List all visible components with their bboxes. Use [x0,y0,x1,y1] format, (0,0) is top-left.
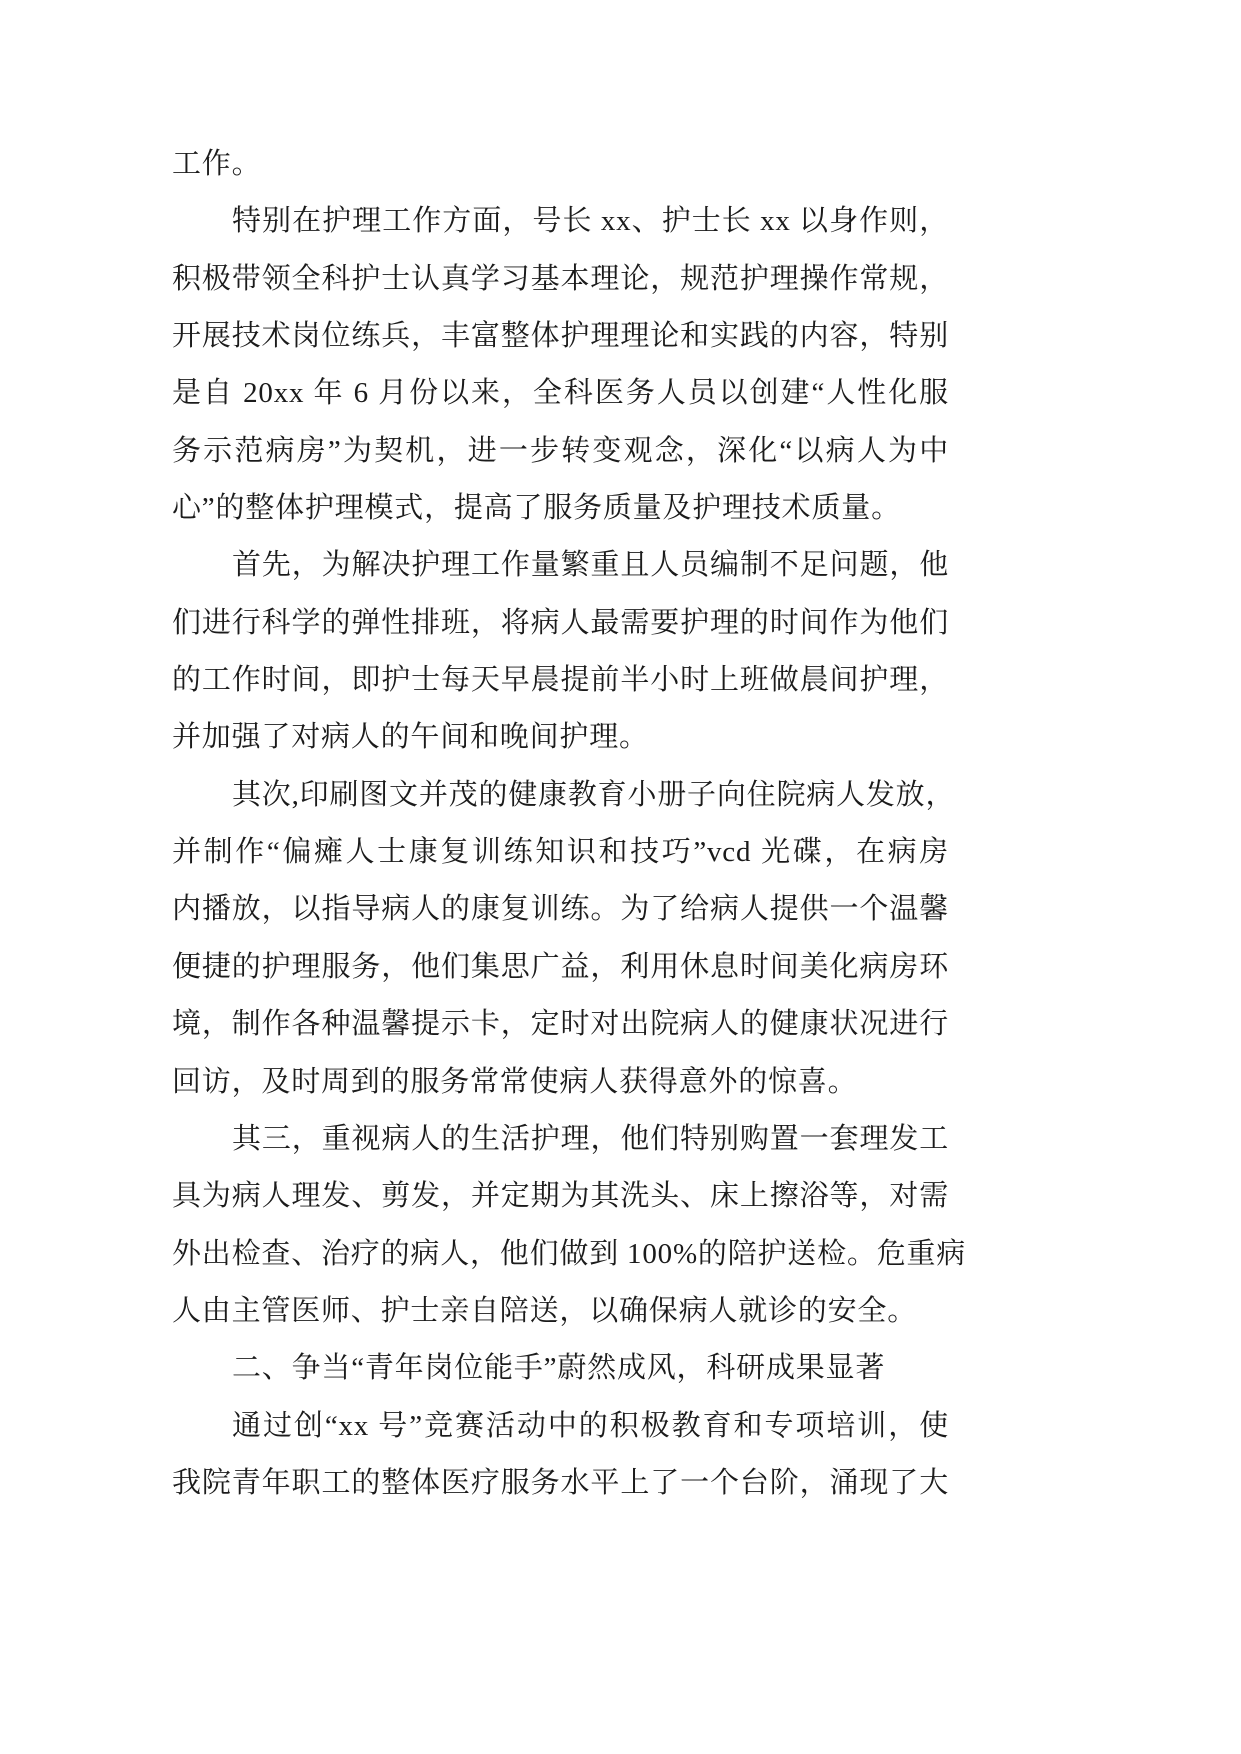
text-line: 其三，重视病人的生活护理，他们特别购置一套理发工 [232,1122,949,1155]
text-line: 工作。 [172,148,262,180]
paragraph [172,1111,967,1340]
text-line: 特别在护理工作方面，号长 xx、护士长 xx 以身作则， [232,205,949,238]
text-line: 具为病人理发、剪发，并定期为其洗头、床上擦浴等，对需 [172,1180,949,1213]
text-line: 积极带领全科护士认真学习基本理论，规范护理操作常规， [172,262,949,295]
paragraph [172,193,949,537]
text-line: 我院青年职工的整体医疗服务水平上了一个台阶，涌现了大 [172,1466,949,1499]
text-line: 回访，及时周到的服务常常使病人获得意外的惊喜。 [172,1065,858,1098]
text-line: 外出检查、治疗的病人，他们做到 100%的陪护送检。危重病 [172,1237,967,1270]
text-line: 开展技术岗位练兵，丰富整体护理理论和实践的内容，特别 [172,320,949,353]
text-line: 境，制作各种温馨提示卡，定时对出院病人的健康状况进行 [172,1008,949,1041]
paragraph [172,767,956,1111]
text-line: 心”的整体护理模式，提高了服务质量及护理技术质量。 [172,492,901,525]
paragraph [172,537,949,766]
text-line: 是自 20xx 年 6 月份以来，全科医务人员以创建“人性化服 [172,377,949,410]
text-line: 务示范病房”为契机，进一步转变观念，深化“以病人为中 [172,434,949,467]
text-line: 并制作“偏瘫人士康复训练知识和技巧”vcd 光碟，在病房 [172,836,949,869]
text-line: 便捷的护理服务，他们集思广益，利用休息时间美化病房环 [172,950,949,983]
text-line: 们进行科学的弹性排班，将病人最需要护理的时间作为他们 [172,606,949,639]
text-line: 内播放，以指导病人的康复训练。为了给病人提供一个温馨 [172,893,949,926]
paragraph [172,1398,949,1513]
text-line: 人由主管医师、护士亲自陪送，以确保病人就诊的安全。 [172,1294,918,1327]
text-line: 其次,印刷图文并茂的健康教育小册子向住院病人发放， [232,778,956,811]
document-body [172,136,967,1512]
text-line: 的工作时间，即护士每天早晨提前半小时上班做晨间护理， [172,664,949,697]
paragraph [172,136,949,193]
text-line: 通过创“xx 号”竞赛活动中的积极教育和专项培训，使 [232,1409,949,1442]
heading-line: 二、争当“青年岗位能手”蔚然成风，科研成果显著 [232,1352,886,1385]
text-line: 首先，为解决护理工作量繁重且人员编制不足问题，他 [232,549,949,582]
section-heading [172,1340,949,1397]
text-line: 并加强了对病人的午间和晚间护理。 [172,721,649,754]
